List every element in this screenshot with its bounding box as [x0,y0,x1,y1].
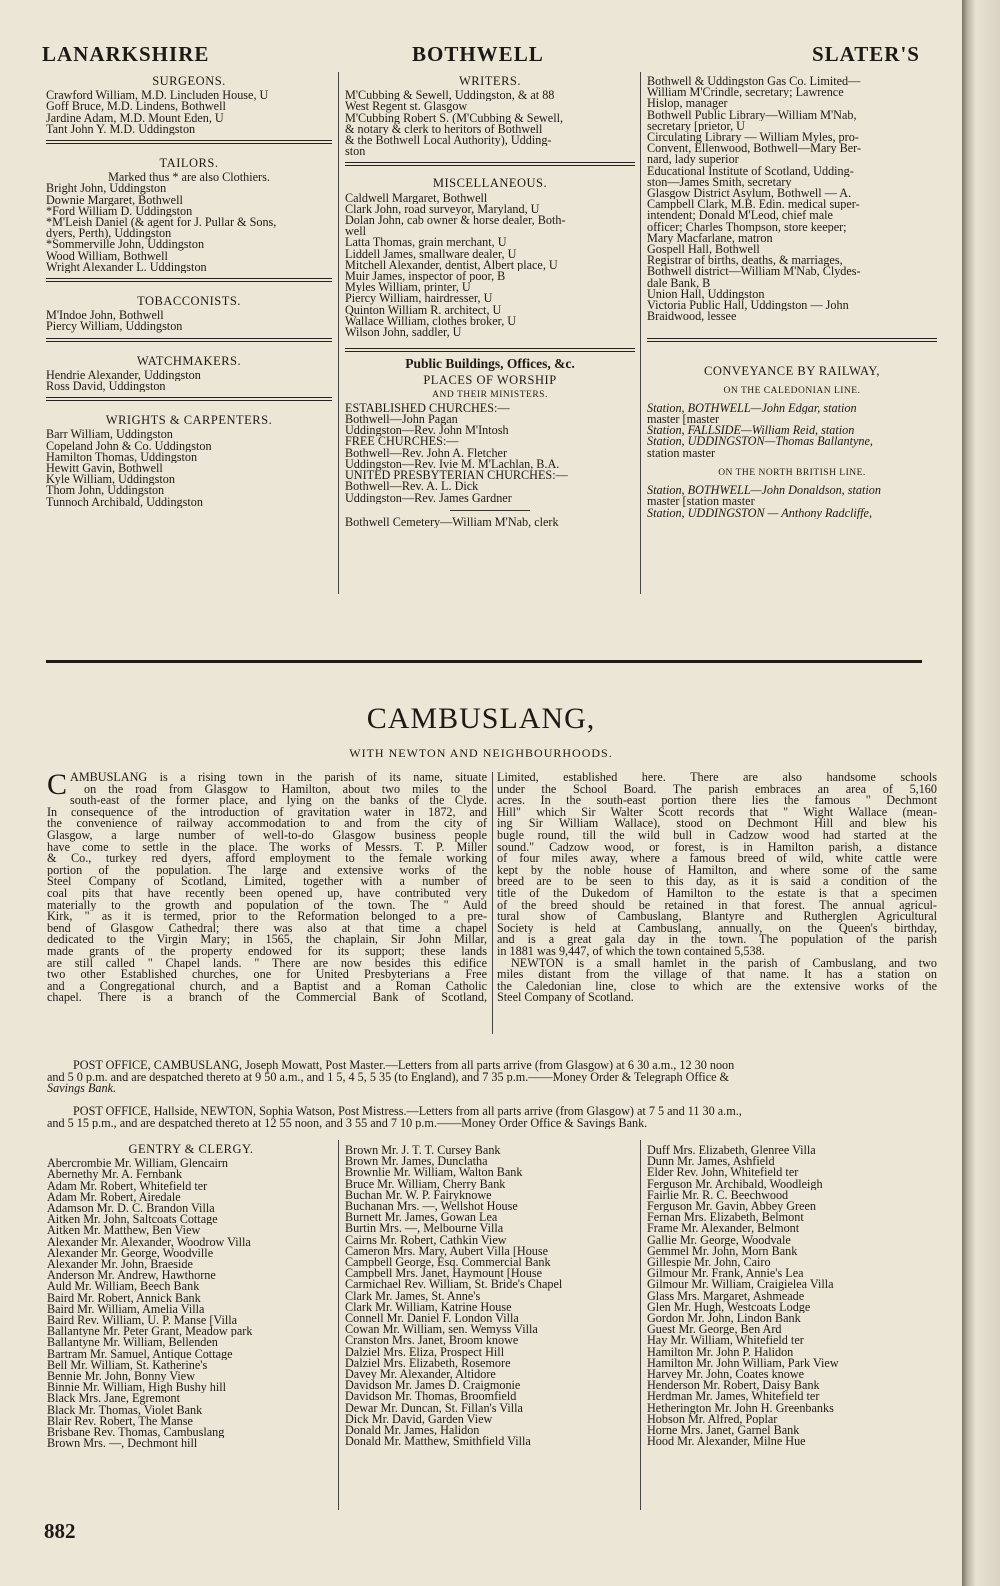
list-item: *Sommerville John, Uddingston [46,239,205,251]
list-item: Connell Mr. Daniel F. London Villa [345,1313,519,1325]
list-item: Dewar Mr. Duncan, St. Fillan's Villa [345,1402,523,1414]
text-line: POST OFFICE, Hallside, NEWTON, Sophia Watson, Post Mistress.—Letters from all parts arrive (from Glasgow) at 7 5 and 11 30 a.m., [73,1106,742,1118]
column-divider [338,1140,339,1510]
list-item: Baird Mr. William, Amelia Villa [47,1303,205,1316]
description-left [47,768,487,1004]
list-item: Burtin Mrs. —, Melbourne Villa [345,1223,504,1235]
list-item: Circulating Library — William Myles, pro- [647,132,859,144]
list-item: Baird Mr. Robert, Annick Bank [47,1292,201,1304]
text-line: kept by the noble house of Hamilton, and where some of the same [497,864,937,877]
text-line: portion of the population. The large and extensive works of the [47,864,487,877]
list-item: Station, UDDINGSTON — Anthony Radcliffe, [647,507,873,519]
list-item: Goff Bruce, M.D. Lindens, Bothwell [46,101,226,113]
section-title: CAMBUSLANG, [366,702,596,735]
text-line: POST OFFICE, CAMBUSLANG, Joseph Mowatt, Post Master.—Letters from all parts arrive (from Glasgow) at 6 30 a.m., 12 30 noon [73,1060,735,1072]
list-item: Tant John Y. M.D. Uddingston [46,123,196,136]
list-item: Victoria Public Hall, Uddingston — John [647,300,849,312]
list-item: Hendrie Alexander, Uddingston [46,369,201,382]
list-item: Frame Mr. Alexander, Belmont [647,1223,800,1235]
list-item: Bothwell—Rev. John A. Fletcher [345,447,508,459]
list-item: Dalziel Mrs. Elizabeth, Rosemore [345,1357,511,1370]
list-item: Glasgow District Asylum, Bothwell — A. [647,188,852,200]
list-item: Auld Mr. William, Beech Bank [47,1281,200,1293]
subheading-caledonian: ON THE CALEDONIAN LINE. [723,385,861,396]
list-item: Registrar of births, deaths, & marriages, [647,255,843,267]
text-line: and 5 15 p.m., and are despatched thereto at 12 55 noon, and 3 55 and 7 10 p.m.——Money Order Office & Savings Bank. [47,1117,648,1130]
list-item: ston—James Smith, secretary [647,176,792,189]
text-line: NEWTON is a small hamlet in the parish of Cambuslang, and two [511,957,937,970]
list-item: Aitken Mr. Matthew, Ben View [47,1225,201,1237]
section-rule [46,397,332,401]
list-item: Bothwell district—William M'Nab, Clydes- [647,266,861,278]
list-item: Jardine Adam, M.D. Mount Eden, U [46,112,224,124]
list-item: William M'Crindle, secretary; Lawrence [647,87,844,99]
list-item: *Ford William D. Uddingston [46,205,193,218]
list-item: Davey Mr. Alexander, Altidore [345,1369,496,1381]
list-item: Burnett Mr. James, Gowan Lea [345,1212,498,1224]
list-item: Adamson Mr. D. C. Brandon Villa [47,1203,215,1215]
list-item: Dolan John, cab owner & horse dealer, Both- [345,215,566,227]
section-rule [46,140,332,144]
list-item: M'Cubbing & Sewell, Uddingston, & at 88 [345,90,555,102]
list-item: Hamilton Mr. John William, Park View [647,1357,839,1370]
text-line: AMBUSLANG is a rising town in the parish of its name, situate [70,772,487,784]
list-item: ESTABLISHED CHURCHES:— [345,402,510,415]
list-item: Gospell Hall, Bothwell [647,244,760,256]
text-line: the Caledonian line, close to which are the extensive works of the [497,980,937,993]
section-rule [345,348,635,352]
section-rule [345,162,635,166]
text-line: are still called " Chapel lands. " There are now besides this edifice [47,957,487,970]
list-item: West Regent st. Glasgow [345,101,468,113]
list-item: Black Mr. Thomas, Violet Bank [47,1404,203,1416]
list-item: Bennie Mr. John, Bonny View [47,1371,195,1383]
list-item: master [station master [647,496,755,508]
list-item: ston [345,146,366,158]
list-item: Dunn Mr. James, Ashfield [647,1156,775,1168]
list-item: Cowan Mr. William, sen. Wemyss Villa [345,1324,538,1336]
list-item: Fernan Mrs. Elizabeth, Belmont [647,1212,804,1224]
list-item: dale Bank, B [647,277,711,289]
list-item: Hay Mr. William, Whitefield ter [647,1335,804,1347]
list-item: Alexander Mr. Alexander, Woodrow Villa [47,1236,251,1248]
list-item: Baird Rev. William, U. P. Manse [Villa [47,1315,238,1327]
list-item: Ross David, Uddingston [46,381,166,393]
list-item: Brown Mr. J. T. T. Cursey Bank [345,1145,501,1157]
tailors-note: Marked thus * are also Clothiers. [108,172,270,184]
heading-gentry-clergy: GENTRY & CLERGY. [128,1142,254,1156]
public-column-3 [647,76,937,519]
list-item: nard, lady superior [647,154,739,166]
text-line: bend of Glasgow Cathedral; there was also at that time a chapel [47,922,487,935]
text-line: under the School Board. The parish embraces an area of 5,160 [497,783,937,796]
short-rule [450,510,530,511]
text-line: Hill" which Sir Walter Scott records that " Wight Wallace (mean- [497,806,937,819]
text-line: Steel Company of Scotland, Limited, together with a number of [47,876,487,888]
heading-surgeons: SURGEONS. [152,74,226,88]
list-item: Piercy William, Uddingston [46,321,183,333]
page-number: 882 [44,1519,76,1543]
subheading-north-british: ON THE NORTH BRITISH LINE. [718,467,866,478]
text-line: dedicated to the Virgin Mary; in 1565, the chaplain, Sir John Millar, [47,934,487,946]
list-item: Gordon Mr. John, Lindon Bank [647,1313,801,1325]
list-item: Bright John, Uddingston [46,183,167,195]
gentry-column-2 [345,1145,635,1447]
list-item: Bothwell Cemetery—William M'Nab, clerk [345,516,559,528]
list-item: Binnie Mr. William, High Bushy hill [47,1382,227,1394]
text-line: sound." Cadzow wood, or forest, is in Hamilton parish, a distance [497,841,937,854]
list-surgeons [46,90,332,135]
heading-miscellaneous: MISCELLANEOUS. [432,176,548,191]
list-item: secretary [prietor, U [647,120,745,133]
trades-column-1 [46,76,332,508]
post-office-newton [47,1106,937,1129]
list-item: Station, UDDINGSTON—Thomas Ballantyne, [647,436,873,448]
text-line: tural show of Cambuslang, Blantyre and Rutherglen Agricultural [497,911,937,923]
heading-wrights: WRIGHTS & CARPENTERS. [105,413,273,428]
text-line: ing Sir William Wallace), stood on Dechmont Hill and blew his [497,818,937,830]
list-item: Buchan Mr. W. P. Fairyknowe [345,1189,492,1202]
heading-tobacconists: TOBACCONISTS. [137,294,241,309]
column-divider [640,1140,641,1510]
heading-places-of-worship: PLACES OF WORSHIP [423,373,557,388]
section-rule [46,278,332,282]
text-line: Steel Company of Scotland. [497,992,634,1004]
list-item: Piercy William, hairdresser, U [345,293,493,305]
list-item: Station, BOTHWELL—John Edgar, station [647,402,857,415]
list-item: Educational Institute of Scotland, Udding- [647,165,854,177]
list-item: Bell Mr. William, St. Katherine's [47,1359,208,1372]
list-item: Copeland John & Co. Uddingston [46,440,212,452]
list-item: Cameron Mrs. Mary, Aubert Villa [House [345,1245,549,1258]
list-item: *M'Leish Daniel (& agent for J. Pullar & Sons, [46,217,277,229]
header-publisher: SLATER'S [812,42,920,66]
list-item: Convent, Ellenwood, Bothwell—Mary Ber- [647,143,862,155]
section-divider [46,660,922,663]
list-item: Crawford William, M.D. Lincluden House, U [46,90,269,102]
list-item: Station, FALLSIDE—William Reid, station [647,425,855,437]
text-line: two other Established churches, one for United Presbyterians a Free [47,969,487,981]
list-item: Wallace William, clothes broker, U [345,315,517,328]
description-right [497,772,937,1004]
text-line: materially to the growth and population of the town. The " Auld [47,899,487,912]
list-item: Hobson Mr. Alfred, Poplar [647,1413,778,1426]
text-line: of four miles away, where a famous breed of wild, white cattle were [497,853,937,865]
text-line: coal pits that have recently been opened up, have contributed very [47,887,487,900]
list-item: M'Indoe John, Bothwell [46,310,164,322]
list-item: Gilmour Mr. Frank, Annie's Lea [647,1268,804,1280]
subheading-ministers: AND THEIR MINISTERS. [432,389,548,400]
list-item: Bruce Mr. William, Cherry Bank [345,1178,506,1190]
text-line: south-east of the former place, and lying on the banks of the Clyde. [70,795,487,807]
list-item: Brisbane Rev. Thomas, Cambuslang [47,1427,225,1439]
list-item: M'Cubbing Robert S. (M'Cubbing & Sewell, [345,112,564,124]
text-line: and is a great gala day in the town. The population of the parish [497,934,937,946]
list-item: Campbell Clark, M.B. Edin. medical super- [647,199,860,211]
list-item: Clark Mr. James, St. Anne's [345,1290,481,1302]
text-line: Society is held at Cambuslang, annually, on the Queen's birthday, [497,922,937,935]
list-item: Downie Margaret, Bothwell [46,194,183,206]
list-item: Dick Mr. David, Garden View [345,1413,493,1426]
book-spine-edge [962,0,1000,1586]
text-line: In consequence of the introduction of gravitation water in 1872, and [47,806,487,819]
text-line: and a Congregational church, and a Baptist and a Roman Catholic [47,980,487,993]
list-item: Brownlie Mr. William, Walton Bank [345,1167,523,1179]
list-item: Bothwell—Rev. A. L. Dick [345,481,479,493]
list-item: Bothwell Public Library—William M'Nab, [647,109,857,121]
list-item: & the Bothwell Local Authority), Udding- [345,135,552,147]
list-item: Anderson Mr. Andrew, Hawthorne [47,1270,216,1282]
list-item: Abercrombie Mr. William, Glencairn [47,1158,229,1170]
section-rule [647,338,937,342]
list-item: Adam Mr. Robert, Whitefield ter [47,1180,208,1192]
list-item: Guest Mr. George, Ben Ard [647,1324,782,1336]
list-item: Alexander Mr. John, Braeside [47,1259,193,1271]
text-line: acres. In the south-east portion there lies the famous " Dechmont [497,795,937,807]
header-town: BOTHWELL [412,42,544,66]
text-line: of the breed should be retained in that forest. The annual agricul- [497,899,937,912]
text-line: chapel. There is a branch of the Commercial Bank of Scotland, [47,992,487,1004]
gentry-column-1 [47,1144,335,1449]
gentry-column-3 [647,1145,937,1447]
list-item: Uddingston—Rev. John M'Intosh [345,425,509,437]
list-item: Clark Mr. William, Katrine House [345,1301,512,1314]
list-item: Hamilton Thomas, Uddingston [46,451,198,464]
list-item: FREE CHURCHES:— [345,436,459,448]
list-item: UNITED PRESBYTERIAN CHURCHES:— [345,470,568,482]
heading-public-buildings: Public Buildings, Offices, &c. [405,356,575,372]
list-item: Wilson John, saddler, U [345,327,462,339]
text-line: Glasgow, a large number of well-to-do Glasgow business people [47,829,487,842]
list-item: Caldwell Margaret, Bothwell [345,192,488,204]
trades-column-2 [345,76,635,528]
list-item: Bothwell & Uddingston Gas Co. Limited— [647,76,861,88]
text-line: in 1881 was 9,447, of which the town contained 5,538. [497,945,765,958]
list-item: officer; Charles Thompson, store keeper; [647,221,847,233]
section-rule [46,338,332,342]
text-line: bugle round, till the wild bull in Cadzow wood had started at the [497,829,937,842]
text-line: Kirk, " as it is termed, prior to the Reformation belonged to a pre- [47,911,487,923]
list-item: Wood William, Bothwell [46,250,168,262]
list-item: Cranston Mrs. Janet, Broom knowe [345,1335,519,1347]
text-line: Savings Bank. [47,1083,117,1095]
list-item: Horne Mrs. Janet, Garnel Bank [647,1425,800,1437]
list-item: Brown Mrs. —, Dechmont hill [47,1438,198,1450]
section-subtitle: WITH NEWTON AND NEIGHBOURHOODS. [349,746,613,760]
list-item: Hetherington Mr. John H. Greenbanks [647,1402,834,1414]
list-item: Brown Mr. James, Dunclatha [345,1156,488,1168]
list-item: Campbell George, Esq. Commercial Bank [345,1257,551,1269]
list-item: Clark John, road surveyor, Maryland, U [345,203,540,216]
list-item: Kyle William, Uddingston [46,474,175,486]
list-item: Glass Mrs. Margaret, Ashmeade [647,1290,805,1302]
list-item: Cairns Mr. Robert, Cathkin View [345,1234,507,1246]
list-item: dyers, Perth), Uddingston [46,228,172,240]
list-item: Quinton William R. architect, U [345,304,502,316]
list-item: Alexander Mr. George, Woodville [47,1247,214,1260]
list-item: Henderson Mr. Robert, Daisy Bank [647,1380,820,1392]
text-line: miles distant from the village of that name. It has a station on [497,969,937,981]
list-item: Tunnoch Archibald, Uddingston [46,496,203,508]
list-item: & notary & clerk to heritors of Bothwell [345,123,543,136]
text-line: the convenience of railway accommodation to and from the city of [47,818,487,830]
list-item: Davidson Mr. Thomas, Broomfield [345,1391,517,1403]
list-item: Aitken Mr. John, Saltcoats Cottage [47,1214,218,1226]
text-line: & Co., turkey red dyers, afford employment to the female working [47,853,487,865]
list-item: well [345,226,366,238]
list-item: Barr William, Uddingston [46,429,173,441]
list-item: Black Mrs. Jane, Egremont [47,1393,181,1405]
list-item: Liddell James, smallware dealer, U [345,248,517,260]
list-tailors [46,183,332,273]
list-item: Campbell Mrs. Janet, Haymount [House [345,1268,542,1280]
list-item: Gilmour Mr. William, Craigielea Villa [647,1279,834,1291]
list-item: Station, BOTHWELL—John Donaldson, station [647,485,881,497]
list-item: Ballantyne Mr. William, Bellenden [47,1337,218,1349]
list-item: Hamilton Mr. John P. Halidon [647,1346,794,1358]
list-item: Ferguson Mr. Gavin, Abbey Green [647,1201,817,1213]
list-item: Fairlie Mr. R. C. Beechwood [647,1189,789,1202]
list-item: Muir James, inspector of poor, B [345,271,506,283]
list-item: Hood Mr. Alexander, Milne Hue [647,1436,806,1448]
list-item: Carmichael Rev. William, St. Bride's Chapel [345,1279,563,1291]
list-item: Braidwood, lessee [647,311,737,323]
header-county: LANARKSHIRE [42,42,210,66]
list-item: Wright Alexander L. Uddingston [46,261,207,274]
list-item: Donald Mr. Matthew, Smithfield Villa [345,1436,531,1448]
text-line: breed are to be seen to this day, as it is said a condition of the [497,876,937,888]
text-line: on the road from Glasgow to Hamilton, about two miles to the [84,783,487,796]
list-item: Myles William, printer, U [345,282,471,294]
list-item: Duff Mrs. Elizabeth, Glenree Villa [647,1145,816,1157]
list-item: Harvey Mr. John, Coates knowe [647,1369,805,1381]
text-line: have come to settle in the place. The works of Messrs. T. P. Miller [47,841,487,854]
column-divider [492,772,493,1034]
list-item: Davidson Mr. James D. Craigmonie [345,1380,521,1392]
list-item: Mitchell Alexander, dentist, Albert place, U [345,259,558,272]
list-item: Bothwell—John Pagan [345,414,458,426]
column-divider [640,72,641,594]
list-item: Adam Mr. Robert, Airedale [47,1191,181,1204]
list-item: Uddingston—Rev. Ivie M. M'Lachlan, B.A. [345,458,560,471]
list-item: Uddingston—Rev. James Gardner [345,492,512,504]
list-item: Gallie Mr. George, Woodvale [647,1234,791,1246]
list-item: Thom John, Uddingston [46,485,165,497]
list-item: Abernethy Mr. A. Fernbank [47,1169,183,1181]
list-item: Hewitt Gavin, Bothwell [46,463,163,475]
post-office-cambuslang [47,1060,937,1095]
text-line: and 5 0 p.m. and are despatched thereto at 9 50 a.m., and 1 5, 4 5, 5 35 (to England), and 7 35 p.m.——Money Order & Telegraph Office & [47,1071,730,1084]
list-item: Donald Mr. James, Halidon [345,1425,480,1437]
text-line: title of the Dukedom of Hamilton to the estate is that a specimen [497,887,937,900]
list-item: Herdman Mr. James, Whitefield ter [647,1391,820,1403]
list-item: Gemmel Mr. John, Morn Bank [647,1245,798,1258]
heading-writers: WRITERS. [459,74,521,88]
list-item: station master [647,447,716,459]
column-divider [338,72,339,594]
list-item: master [master [647,414,720,426]
list-item: Union Hall, Uddingston [647,288,765,301]
heading-tailors: TAILORS. [159,156,219,171]
heading-conveyance: CONVEYANCE BY RAILWAY, [704,364,880,379]
list-item: Dalziel Mrs. Eliza, Prospect Hill [345,1346,505,1358]
list-item: intendent; Donald M'Leod, chief male [647,210,833,222]
list-item: Bartram Mr. Samuel, Antique Cottage [47,1348,233,1360]
text-line: Limited, established here. There are also handsome schools [497,772,937,784]
drop-cap: C [47,768,68,801]
list-item: Hislop, manager [647,98,728,110]
list-item: Latta Thomas, grain merchant, U [345,237,507,249]
list-item: Mary Macfarlane, matron [647,232,773,245]
list-item: Glen Mr. Hugh, Westcoats Lodge [647,1301,811,1314]
list-item: Gillespie Mr. John, Cairo [647,1257,771,1269]
list-item: Ballantyne Mr. Peter Grant, Meadow park [47,1326,253,1338]
heading-watchmakers: WATCHMAKERS. [136,353,242,368]
list-item: Blair Rev. Robert, The Manse [47,1415,193,1428]
list-item: Buchanan Mrs. —, Wellshot House [345,1201,518,1213]
text-line: made grants of the property endowed for its support; these lands [47,945,487,958]
list-item: Elder Rev. John, Whitefield ter [647,1167,799,1179]
list-item: Ferguson Mr. Archibald, Woodleigh [647,1178,823,1190]
